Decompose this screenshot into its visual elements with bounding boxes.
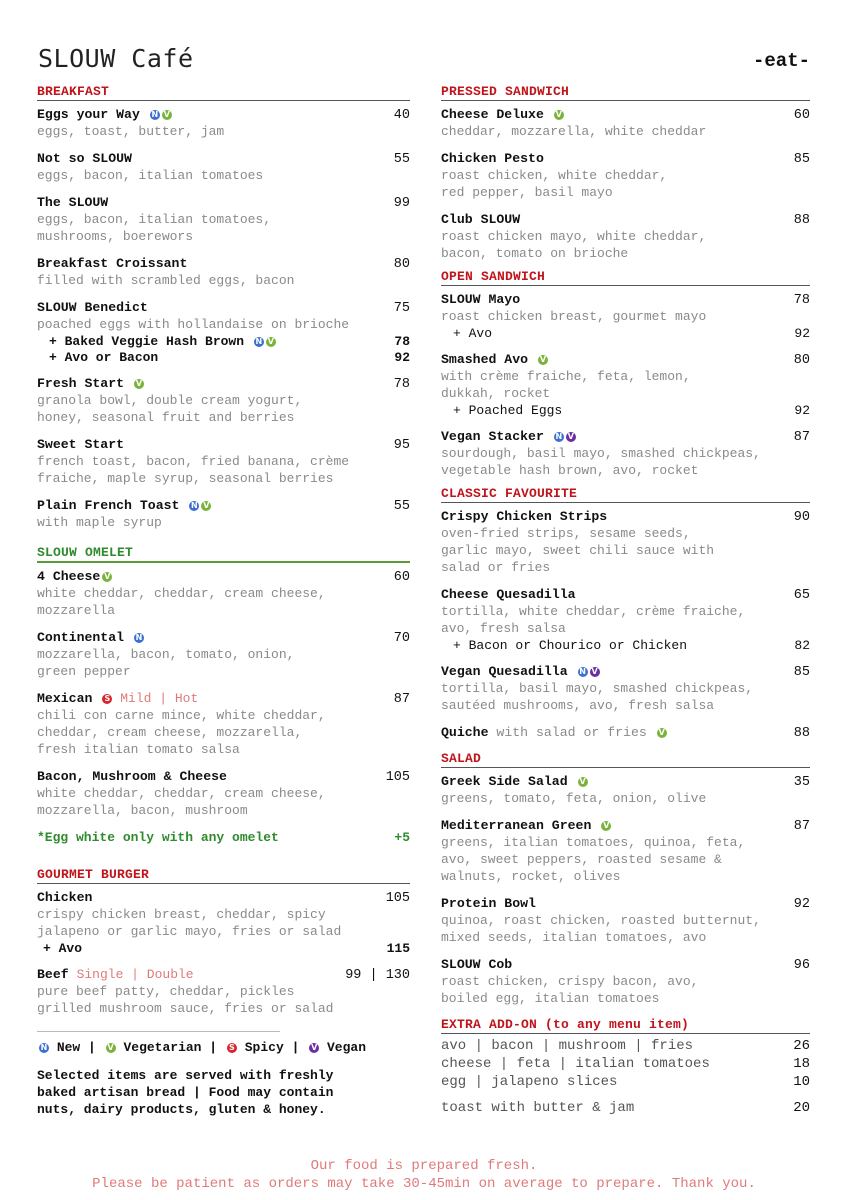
- item-description: with crème fraiche, feta, lemon,: [441, 369, 691, 384]
- item-description: quinoa, roast chicken, roasted butternut,: [441, 913, 761, 928]
- item-description: roast chicken, crispy bacon, avo,: [441, 974, 699, 989]
- item-description: tortilla, basil mayo, smashed chickpeas,: [441, 681, 754, 696]
- item-description: tortilla, white cheddar, crème fraiche,: [441, 604, 746, 619]
- item-description: fraiche, maple syrup, seasonal berries: [37, 471, 334, 486]
- vegetarian-icon: V: [267, 337, 274, 346]
- item-name: Breakfast Croissant: [37, 256, 188, 271]
- item-description: oven-fried strips, sesame seeds,: [441, 526, 691, 541]
- vegetarian-icon: V: [203, 501, 210, 510]
- left-column: [37, 84, 410, 1118]
- item-name: Vegan Stacker: [441, 429, 544, 444]
- legend-new: New: [56, 1040, 81, 1055]
- item-price: 88: [793, 726, 810, 741]
- item-name: Vegan Quesadilla: [441, 664, 568, 679]
- item-description: eggs, bacon, italian tomatoes: [37, 168, 264, 183]
- item-description: mixed seeds, italian tomatoes, avo: [441, 930, 707, 945]
- menu-item: [37, 569, 410, 619]
- section-heading-breakfast: BREAKFAST: [37, 84, 410, 101]
- item-description: white cheddar, cheddar, cream cheese,: [37, 786, 326, 801]
- extra-addon-row: [441, 1055, 810, 1073]
- item-description: greens, tomato, feta, onion, olive: [441, 791, 707, 806]
- item-name: Beef: [37, 967, 69, 982]
- item-description: poached eggs with hollandaise on brioche: [37, 317, 350, 332]
- vegan-icon: V: [591, 667, 598, 676]
- section-heading-omelet: SLOUW OMELET: [37, 545, 410, 563]
- notice-line: Selected items are served with freshly: [37, 1068, 334, 1083]
- menu-item: [441, 292, 810, 341]
- item-name: Quiche: [441, 725, 489, 740]
- vegetarian-icon: V: [555, 110, 562, 119]
- item-name: Cheese Deluxe: [441, 107, 544, 122]
- addon-label: + Avo: [453, 326, 493, 341]
- item-name: Club SLOUW: [441, 212, 521, 227]
- item-price: 65: [793, 588, 810, 603]
- menu-item: [441, 212, 810, 262]
- item-name: SLOUW Mayo: [441, 292, 521, 307]
- vegetarian-icon: V: [104, 572, 111, 581]
- addon-label: + Avo: [43, 941, 83, 956]
- menu-item: [441, 957, 810, 1007]
- new-icon: N: [555, 432, 563, 441]
- item-price: 78: [793, 293, 810, 308]
- item-price: 87: [393, 692, 410, 707]
- legend-vegetarian: Vegetarian: [123, 1040, 202, 1055]
- menu-item: [441, 664, 810, 714]
- item-price: 88: [793, 213, 810, 228]
- legend-separator: |: [209, 1040, 218, 1055]
- vegetarian-icon: V: [107, 1043, 114, 1052]
- legend-divider: [37, 1031, 280, 1032]
- item-name: SLOUW Benedict: [37, 300, 148, 315]
- item-price: 75: [393, 301, 410, 316]
- item-name: Chicken: [37, 890, 93, 905]
- menu-item: [37, 300, 410, 365]
- item-price: 80: [393, 257, 410, 272]
- item-description: dukkah, rocket: [441, 386, 551, 401]
- spice-options: Mild | Hot: [120, 691, 199, 706]
- item-description: jalapeno or garlic mayo, fries or salad: [37, 924, 342, 939]
- new-icon: N: [40, 1043, 48, 1052]
- item-name: Plain French Toast: [37, 498, 180, 513]
- legend-vegan: Vegan: [327, 1040, 367, 1055]
- item-description: green pepper: [37, 664, 131, 679]
- addon-price: 26: [793, 1038, 810, 1054]
- item-name: Fresh Start: [37, 376, 125, 391]
- addon-price: 78: [394, 334, 410, 349]
- extra-addon-row: [441, 1099, 810, 1117]
- item-description: roast chicken breast, gourmet mayo: [441, 309, 707, 324]
- item-name: Mediterranean Green: [441, 818, 592, 833]
- section-heading-burger: GOURMET BURGER: [37, 867, 410, 884]
- addon-items: cheese | feta | italian tomatoes: [441, 1056, 710, 1072]
- vegetarian-icon: V: [135, 379, 143, 388]
- eat-tagline: -eat-: [752, 50, 810, 72]
- item-description: granola bowl, double cream yogurt,: [37, 393, 303, 408]
- menu-item: [37, 256, 410, 289]
- addon-price: 82: [794, 638, 810, 653]
- item-name: Greek Side Salad: [441, 774, 568, 789]
- dietary-legend: [37, 1040, 410, 1055]
- egg-white-note: [37, 830, 410, 845]
- menu-item: [441, 774, 810, 807]
- menu-item: [37, 195, 410, 245]
- item-price: 99: [393, 196, 410, 211]
- section-heading-extra-add-on: EXTRA ADD-ON (to any menu item): [441, 1017, 810, 1034]
- item-description: cheddar, cream cheese, mozzarella,: [37, 725, 303, 740]
- item-description: vegetable hash brown, avo, rocket: [441, 463, 699, 478]
- menu-item: [37, 630, 410, 680]
- allergen-notice: [37, 1067, 410, 1118]
- menu-item: [37, 437, 410, 487]
- item-name: Chicken Pesto: [441, 151, 544, 166]
- item-price: 55: [393, 152, 410, 167]
- addon-items: egg | jalapeno slices: [441, 1074, 618, 1090]
- vegetarian-icon: V: [658, 728, 665, 737]
- vegetarian-icon: V: [603, 821, 610, 830]
- item-name: Smashed Avo: [441, 352, 529, 367]
- item-name: Mexican: [37, 691, 93, 706]
- item-price: 80: [793, 353, 810, 368]
- item-price: 105: [385, 891, 410, 906]
- item-price: 87: [793, 430, 810, 445]
- addon-price: 10: [793, 1074, 810, 1090]
- item-price: 99 | 130: [345, 968, 410, 983]
- notice-line: nuts, dairy products, gluten & honey.: [37, 1102, 326, 1117]
- item-description: mozzarella, bacon, tomato, onion,: [37, 647, 295, 662]
- item-price: 40: [393, 108, 410, 123]
- vegetarian-icon: V: [579, 777, 586, 786]
- legend-separator: |: [291, 1040, 300, 1055]
- item-price: 78: [393, 377, 410, 392]
- addon-price: 92: [394, 350, 410, 365]
- item-description: cheddar, mozzarella, white cheddar: [441, 124, 707, 139]
- addon-price: 115: [386, 941, 410, 956]
- item-price: 60: [393, 570, 410, 585]
- addon-label: + Avo or Bacon: [49, 350, 159, 365]
- menu-item: [441, 587, 810, 653]
- item-description: pure beef patty, cheddar, pickles: [37, 984, 295, 999]
- item-inline-description: with salad or fries: [496, 725, 647, 740]
- new-icon: N: [151, 110, 159, 119]
- item-description: greens, italian tomatoes, quinoa, feta,: [441, 835, 746, 850]
- item-description: white cheddar, cheddar, cream cheese,: [37, 586, 326, 601]
- new-icon: N: [255, 337, 263, 346]
- spicy-icon: S: [227, 1043, 237, 1053]
- menu-item: [441, 818, 810, 885]
- addon-label: + Baked Veggie Hash Brown: [49, 334, 245, 349]
- item-name: 4 Cheese: [37, 569, 101, 584]
- item-price: 96: [793, 958, 810, 973]
- addon-price: 92: [794, 326, 810, 341]
- item-price: 55: [393, 499, 410, 514]
- addon-label: + Poached Eggs: [453, 403, 563, 418]
- item-price: 95: [393, 438, 410, 453]
- size-options: Single | Double: [76, 967, 194, 982]
- footer-notice: [0, 1157, 848, 1193]
- item-description: with maple syrup: [37, 515, 162, 530]
- item-price: 92: [793, 897, 810, 912]
- menu-item: [37, 890, 410, 956]
- item-description: boiled egg, italian tomatoes: [441, 991, 660, 1006]
- menu-item: [441, 151, 810, 201]
- item-price: 87: [793, 819, 810, 834]
- item-price: 70: [393, 631, 410, 646]
- menu-item: [37, 691, 410, 758]
- new-icon: N: [135, 633, 143, 642]
- item-description: eggs, toast, butter, jam: [37, 124, 225, 139]
- menu-item: [37, 107, 410, 140]
- addon-price: 18: [793, 1056, 810, 1072]
- footer-line: Please be patient as orders may take 30-45min on average to prepare. Thank you.: [92, 1176, 756, 1192]
- item-description: chili con carne mince, white cheddar,: [37, 708, 326, 723]
- addon-price: 20: [793, 1100, 810, 1116]
- vegetarian-icon: V: [539, 355, 547, 364]
- item-description: sautéed mushrooms, avo, fresh salsa: [441, 698, 715, 713]
- legend-separator: |: [88, 1040, 96, 1055]
- egg-white-note-price: +5: [394, 830, 410, 845]
- item-description: walnuts, rocket, olives: [441, 869, 621, 884]
- section-heading-classic-favourite: CLASSIC FAVOURITE: [441, 486, 810, 503]
- menu-item: [441, 725, 810, 741]
- menu-item: [37, 769, 410, 819]
- item-description: mushrooms, boerewors: [37, 229, 194, 244]
- item-name: Bacon, Mushroom & Cheese: [37, 769, 227, 784]
- notice-line: baked artisan bread | Food may contain: [37, 1085, 334, 1100]
- item-name: Cheese Quesadilla: [441, 587, 576, 602]
- item-price: 85: [793, 152, 810, 167]
- item-name: Continental: [37, 630, 125, 645]
- spicy-icon: S: [102, 694, 112, 704]
- menu-item: [441, 107, 810, 140]
- menu-item: [441, 509, 810, 576]
- item-description: fresh italian tomato salsa: [37, 742, 240, 757]
- addon-items: toast with butter & jam: [441, 1100, 635, 1116]
- item-description: eggs, bacon, italian tomatoes,: [37, 212, 272, 227]
- menu-item: [441, 429, 810, 479]
- item-description: avo, sweet peppers, roasted sesame &: [441, 852, 722, 867]
- item-name: SLOUW Cob: [441, 957, 513, 972]
- item-description: bacon, tomato on brioche: [441, 246, 629, 261]
- item-description: grilled mushroom sauce, fries or salad: [37, 1001, 334, 1016]
- item-description: garlic mayo, sweet chili sauce with: [441, 543, 715, 558]
- item-price: 85: [793, 665, 810, 680]
- new-icon: N: [191, 501, 198, 510]
- item-name: Crispy Chicken Strips: [441, 509, 608, 524]
- menu-item: [37, 376, 410, 426]
- new-icon: N: [579, 667, 586, 676]
- legend-spicy: Spicy: [244, 1040, 284, 1055]
- item-name: The SLOUW: [37, 195, 109, 210]
- item-description: salad or fries: [441, 560, 551, 575]
- menu-item: [441, 896, 810, 946]
- item-description: crispy chicken breast, cheddar, spicy: [37, 907, 326, 922]
- addon-label: + Bacon or Chourico or Chicken: [453, 638, 688, 653]
- item-description: sourdough, basil mayo, smashed chickpeas,: [441, 446, 761, 461]
- item-name: Not so SLOUW: [37, 151, 132, 166]
- item-description: mozzarella, bacon, mushroom: [37, 803, 248, 818]
- item-description: filled with scrambled eggs, bacon: [37, 273, 295, 288]
- addon-price: 92: [794, 403, 810, 418]
- vegan-icon: V: [311, 1043, 318, 1052]
- vegan-icon: V: [567, 432, 574, 441]
- item-name: Protein Bowl: [441, 896, 536, 911]
- egg-white-note-text: *Egg white only with any omelet: [37, 830, 279, 845]
- item-description: french toast, bacon, fried banana, crème: [37, 454, 350, 469]
- vegetarian-icon: V: [163, 110, 170, 119]
- item-description: avo, fresh salsa: [441, 621, 566, 636]
- item-price: 60: [793, 108, 810, 123]
- menu-item: [37, 498, 410, 531]
- item-description: mozzarella: [37, 603, 116, 618]
- menu-item: [37, 967, 410, 1017]
- extra-addon-row: [441, 1037, 810, 1055]
- cafe-title: SLOUW Café: [38, 44, 194, 73]
- item-price: 105: [385, 770, 410, 785]
- item-description: red pepper, basil mayo: [441, 185, 613, 200]
- item-name: Sweet Start: [37, 437, 125, 452]
- item-name: Eggs your Way: [37, 107, 140, 122]
- section-heading-salad: SALAD: [441, 751, 810, 768]
- section-heading-open-sandwich: OPEN SANDWICH: [441, 269, 810, 286]
- item-description: honey, seasonal fruit and berries: [37, 410, 295, 425]
- item-description: roast chicken, white cheddar,: [441, 168, 668, 183]
- right-column: [441, 84, 810, 1117]
- addon-items: avo | bacon | mushroom | fries: [441, 1038, 694, 1054]
- section-heading-pressed-sandwich: PRESSED SANDWICH: [441, 84, 810, 101]
- menu-item: [37, 151, 410, 184]
- extra-addon-row: [441, 1073, 810, 1091]
- footer-line: Our food is prepared fresh.: [310, 1158, 538, 1174]
- item-price: 35: [793, 775, 810, 790]
- item-description: roast chicken mayo, white cheddar,: [441, 229, 707, 244]
- menu-item: [441, 352, 810, 418]
- item-price: 90: [793, 510, 810, 525]
